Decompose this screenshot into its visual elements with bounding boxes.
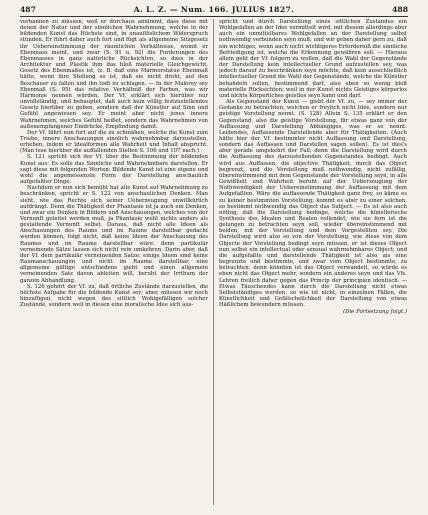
right-column <box>219 19 407 509</box>
left-paragraph-4: Nachdem er nun sich bemüht hat alle Kunst auf Wahrnehmung zu beschränken, spricht er S. 122 von anschaulichen Denken. Man sieht, wie das Rechte sich seiner Ueberzeugung unwillkürlich aufdrängt. Denn die Thätigkeit der Phantasie ist ja auch ein Denken, und zwar ein Denken in Bildern und Anschauungen, welches von der Vernunft geleitet werden muß, ja Phantasie wohl nichts anders als gestaltende Vernunft selbst. Daraus, daß nicht alle Ideen als Anschauungen des Raums und im Raume darstellbar gedacht werden können, folgt nicht, daß keine Ideen der Anschauung des Raumes und im Raume darstellbar wäre: denn partikulär verneinende Sätze lassen sich nicht rein umkehren. Darin aber, daß der Vf. dem partikulär verneinenden Satze: einige Ideen sind keine Raumanschauungen und nicht im Raume darstellbar, eine allgemeine gültige entschiedene giebt und einen allgemein verneinenden Satz davon ableiten will, beruht der Irrthum der ganzen Abhandlung. <box>20 185 208 284</box>
page-number-right: 488 <box>392 5 408 14</box>
column-divider <box>213 19 214 505</box>
page-number-left: 487 <box>20 5 36 14</box>
running-title: A. L. Z. — Num. 166. JULIUS 1827. <box>133 5 295 14</box>
left-paragraph-3: S. 121 spricht sich der Vf. über die Bestimmung der bildenden Kunst aus: Es solle das Sinnliche und Wahrnehmbare darstellen. Er sagt diese mit folgenden Worten: Bildende Kunst ist eine eigene und wohl die angemessenste Form der Darstellung anschaulich aufgefaßter Dinge. <box>20 154 208 186</box>
header-rule <box>20 16 408 17</box>
right-paragraph-2: Als Gegenstand der Kunst — giebt der Vf. zu, — sey immer der Gedanke zu betrachten, welchen er freylich nicht Idee, sondern nur geistige Vorstellung nennt. (S. 128) Allein S. 135 erklärt er den Gegenstand, also die geistige Vorstellung, für etwas ganz von der Auffassung und Darstellung Abhängiges, was er so nennt: Leidendes, Auffassende Darstellende aber für Thätigkeiten. (Auch hätte hier der Vf. bestimmter nicht Auffassung und Darstellung, sondern das Auffassen und Darstellen sagen sollen). Es ist dies's aber gerade umgekehrt der Fall: denn die Darstellung wird durch die Auffassung des darzustellenden Gegenstandes bedingt. Auch wird aus Auffassen, die objective Thätigkeit, durch das Object begrenzt, und die Vorstellung muß nothwendig, nicht zufällig, übereinstimmend mit dem Gegenstande der Vorstellung seyn, in alle Gewißheit und Wahrheit beruht auf der Ueberzeugung der Nothwendigkeit der Uebereinstimmung der Auffassung mit dem Aufgefaßten. Wäre die auffassende Thätigkeit ganz frey, so käme es zu keiner bestimmten Vorstellung; kommt es aber zu einer solchen, so bestimmt nothwendig das Object das Subject. — Es ist also auch nöthig, daß die Darstellung bedinge, welche die künstlerische Synthesis des Idealen und Realen vollendet, wie sie fern ist die gelungen zu betrachten seyn soll, wieder übereinstimmend mit beiden, mit der Vorstellung und dem Vorgestellten sey. Die Darstellung wird also so von der Vorstellung, wie diese von dem Objecte der Vorstellung bedingt seyn müssen, er ist dieses Object nun selbst ein intellectual oder sensual wahrnehmbares Object; und die aufgefaßte und darstellende Thätigkeit ist also als eine begrenzte und bestimmte, und zwar vom Object bestimmte, zu betrachten: denn könnten ist das Object verwandelt, so würde es eben nicht das Object mehr, sondern ein anderes seyn und das Vfs. Lehren freilich daher gegen das Princip der principien identisch. — Etwas Täuschendes kann durch die Darstellung nicht etwas Selbstständiges werden, so wie ist nicht, in einzelnen Fällen, die Künstlichkeit und Gefälschelichkeit der Darstellung von etwas Häßlichem bewundern müssen. <box>219 99 407 309</box>
left-paragraph-5: S. 126 gehört der Vf. zu, daß örtliche Zustände darzustellen, die höchste Aufgabe für die bildende Kunst sey; aber, müssen wir noch hinzufügen, nicht wegen des sittlich Wohlgefälligen solcher Zustände, sondern weil in diesen eine moralische Idee sich aus- <box>20 283 208 309</box>
right-paragraph-1: spricht und durch Darstellung eines sittlichen Zustandes ein Wohlgefallen an der Idee vermittelt wird, mit diesem allerdings aber auch ein unmittelbares Wohlgefallen an der Darstellung selbst nothwendig verbunden seyn muß; und wir geben daher gern zu, daß ein wichtiges, wenn auch nicht wichtigeres Erforderniß die sinnliche Befriedigung ist, welche die Erkennung gewähren soll. — Hieraus allein geht der Vf. folgern zu wollen, daß die Wahl der Gegenstände der Darstellung kein intellectueller Grund aufzustellen sey, was jedoch darauf zu beschränken seyn möchte, daß kein ausschließlich intellectueller Grund die Wahl der Gegenstände, welche die Künstler behandeln sollen, bestimmend darf, also eben so wenig bloß materielle Rücksichten; weil in der Kunst nichts Geistiges körperlos und nichts Körperliches geistlos seyn kann und darf. <box>219 19 407 99</box>
page-header <box>20 5 408 16</box>
left-paragraph-2: Der Vf. fährt nun fort auf die zu schmähen, welche die Kunst zum Triebe, innere Anschauungen sinnlich wahrnehmbar darzustellen, erheben, indem er Idealformen alle Wahrheit und Inhalt abspricht. (Man lese hierüber die auffallenden Stellen S. 106 und 107 nach.) <box>20 129 208 155</box>
continuation-note: (Die Fortsetzung folgt.) <box>343 309 407 316</box>
left-column <box>20 19 208 509</box>
left-paragraph-1: verbannen zu müssen, weil er durchaus annimmt, dass diese mit denen der Natur und der sinnlichen Wahrnehmung, welche in der bildenden Kunst das Höchste sind, in unauflöslichem Widerspruch stünden. Er führt daher auch fort und fügt als allgemeine Sitzgesetz ihr Uebereinstimmung der räumlichen Verhältnisse, womit er Ebenmass meint, und zwar (S. 91 u. 92) die Forderungen des Ebenmasses in ganz natürliche Rücksichten, so dass in der Architektur und Plastik ihm das bloß materielle Gleichgewicht, Gesetz des Ebenmaßes ist, (z. B. daß eine Marmorstatue Ebenmaß hätte, wenn ihre Stellung so ist, daß sie nicht droht, auf den Beschauer zu fallen und ihn todt zu schlagen. — In der Malerey sey Ebenmaß (S. 95) das relative Verhältniß der Farben, was wir Harmonie nennen würden. Der Vf. erklärt sich hierüber nur unvollständig, und behauptet, daß auch kein völlig festzustellendes Gesetz hierüber zu geben, sondern daß der Künstler auf Sinn und Gefühl angewiesen sey. Er meint aber nicht jenes innere Wahrnehmen, welches Gefühl heißet, sondern das Wahrnehmen von außenempfangener Eindrücke, Empfindung damit. <box>20 19 208 130</box>
